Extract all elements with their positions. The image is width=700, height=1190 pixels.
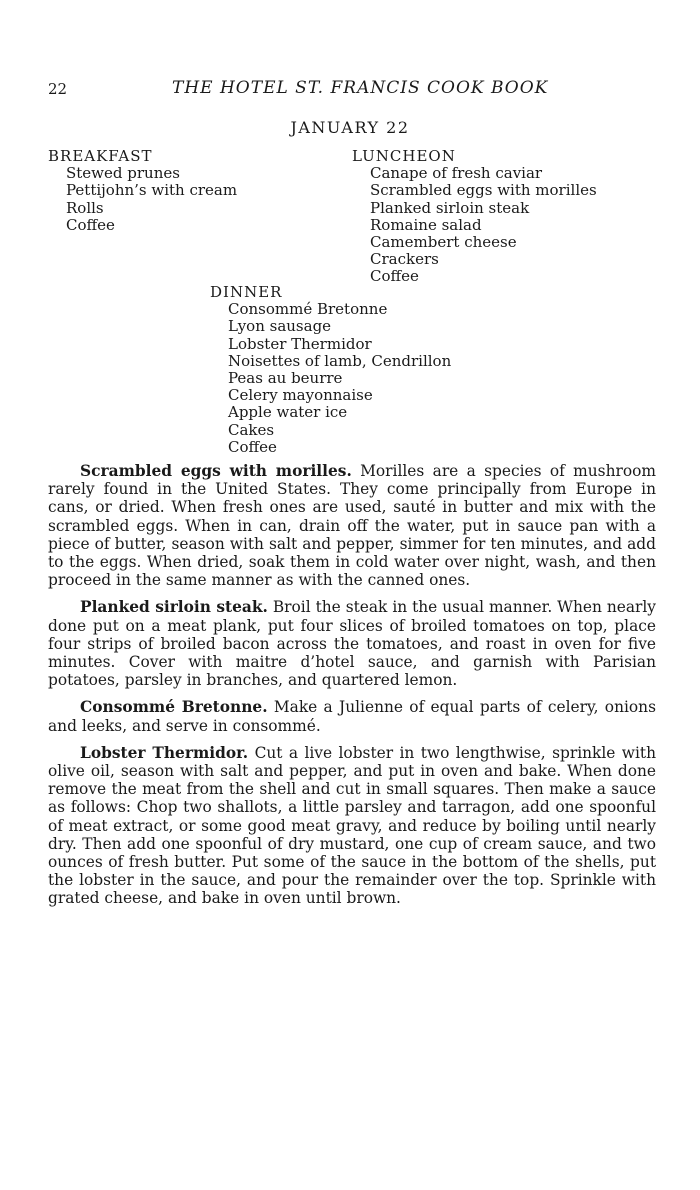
recipe-paragraph: [48, 462, 656, 589]
luncheon-item: Camembert cheese: [370, 233, 517, 252]
luncheon-item: Romaine salad: [370, 215, 482, 234]
luncheon-menu: [352, 148, 597, 286]
recipe-title: Planked sirloin steak.: [80, 598, 268, 617]
recipe-title: Lobster Thermidor.: [80, 743, 249, 762]
page-header: [0, 78, 700, 102]
dinner-item: Celery mayonnaise: [228, 386, 373, 405]
dinner-items: [210, 301, 451, 456]
luncheon-item: Crackers: [370, 250, 439, 269]
luncheon-item: Planked sirloin steak: [370, 198, 530, 217]
menu-date: JANUARY 22: [290, 118, 410, 137]
running-title: THE HOTEL ST. FRANCIS COOK BOOK: [172, 78, 549, 98]
recipe-paragraph: [48, 744, 656, 908]
recipe-paragraph: [48, 698, 656, 734]
dinner-item: Cakes: [228, 420, 275, 439]
recipe-section: [48, 462, 656, 917]
breakfast-item: Stewed prunes: [66, 164, 180, 183]
recipe-text: Broil the steak in the usual manner. When nearly done put on a meat plank, put four slices of broiled tomatoes on top, place four strips of broiled bacon across the tomatoes, and roast in oven for five minutes. Cover with maitre d’hotel sauce, and garnish with Parisian potatoes, parsley in branches, and quartered lemon.: [48, 598, 656, 690]
luncheon-heading: LUNCHEON: [352, 147, 456, 165]
dinner-item: Noisettes of lamb, Cendrillon: [228, 351, 452, 370]
dinner-item: Peas au beurre: [228, 369, 343, 388]
luncheon-item: Scrambled eggs with morilles: [370, 181, 597, 200]
luncheon-item: Canape of fresh caviar: [370, 164, 543, 183]
breakfast-item: Rolls: [66, 198, 104, 217]
dinner-heading: DINNER: [210, 283, 283, 301]
breakfast-item: Coffee: [66, 215, 115, 234]
dinner-menu: [210, 284, 451, 456]
recipe-text: Morilles are a species of mushroom rarely found in the United States. They come principally from Europe in cans, or dried. When fresh ones are used, sauté in butter and mix with the scrambled eggs. When in can, drain off the water, put in sauce pan with a piece of butter, season with salt and pepper, simmer for ten minutes, and add to the eggs. When dried, soak them in cold water over night, wash, and then proceed in the same manner as with the canned ones.: [48, 462, 656, 590]
recipe-text: Make a Julienne of equal parts of celery, onions and leeks, and serve in consommé.: [48, 698, 656, 735]
recipe-text: Cut a live lobster in two lengthwise, sprinkle with olive oil, season with salt and pepper, and put in oven and bake. When done remove the meat from the shell and cut in small squares. Then make a sauce as follows: Chop two shallots, a little parsley and tarragon, add one spoonful of meat extract, or some good meat gravy, and reduce by boiling until nearly dry. Then add one spoonful of dry mustard, one cup of cream sauce, and two ounces of fresh butter. Put some of the sauce in the bottom of the shells, put the lobster in the sauce, and pour the remainder over the top. Sprinkle with grated cheese, and bake in oven until brown.: [48, 743, 656, 908]
recipe-title: Consommé Bretonne.: [80, 698, 268, 717]
dinner-item: Lyon sausage: [228, 317, 332, 336]
breakfast-item: Pettijohn’s with cream: [66, 181, 238, 200]
breakfast-heading: BREAKFAST: [48, 147, 153, 165]
breakfast-items: [48, 165, 237, 234]
dinner-item: Consommé Bretonne: [228, 300, 388, 319]
luncheon-item: Coffee: [370, 267, 419, 286]
recipe-title: Scrambled eggs with morilles.: [80, 462, 352, 480]
luncheon-items: [352, 165, 597, 285]
dinner-item: Lobster Thermidor: [228, 334, 372, 353]
recipe-paragraph: [48, 598, 656, 689]
dinner-item: Coffee: [228, 437, 277, 456]
page-number: 22: [48, 80, 68, 98]
breakfast-menu: [48, 148, 237, 234]
dinner-item: Apple water ice: [228, 403, 348, 422]
